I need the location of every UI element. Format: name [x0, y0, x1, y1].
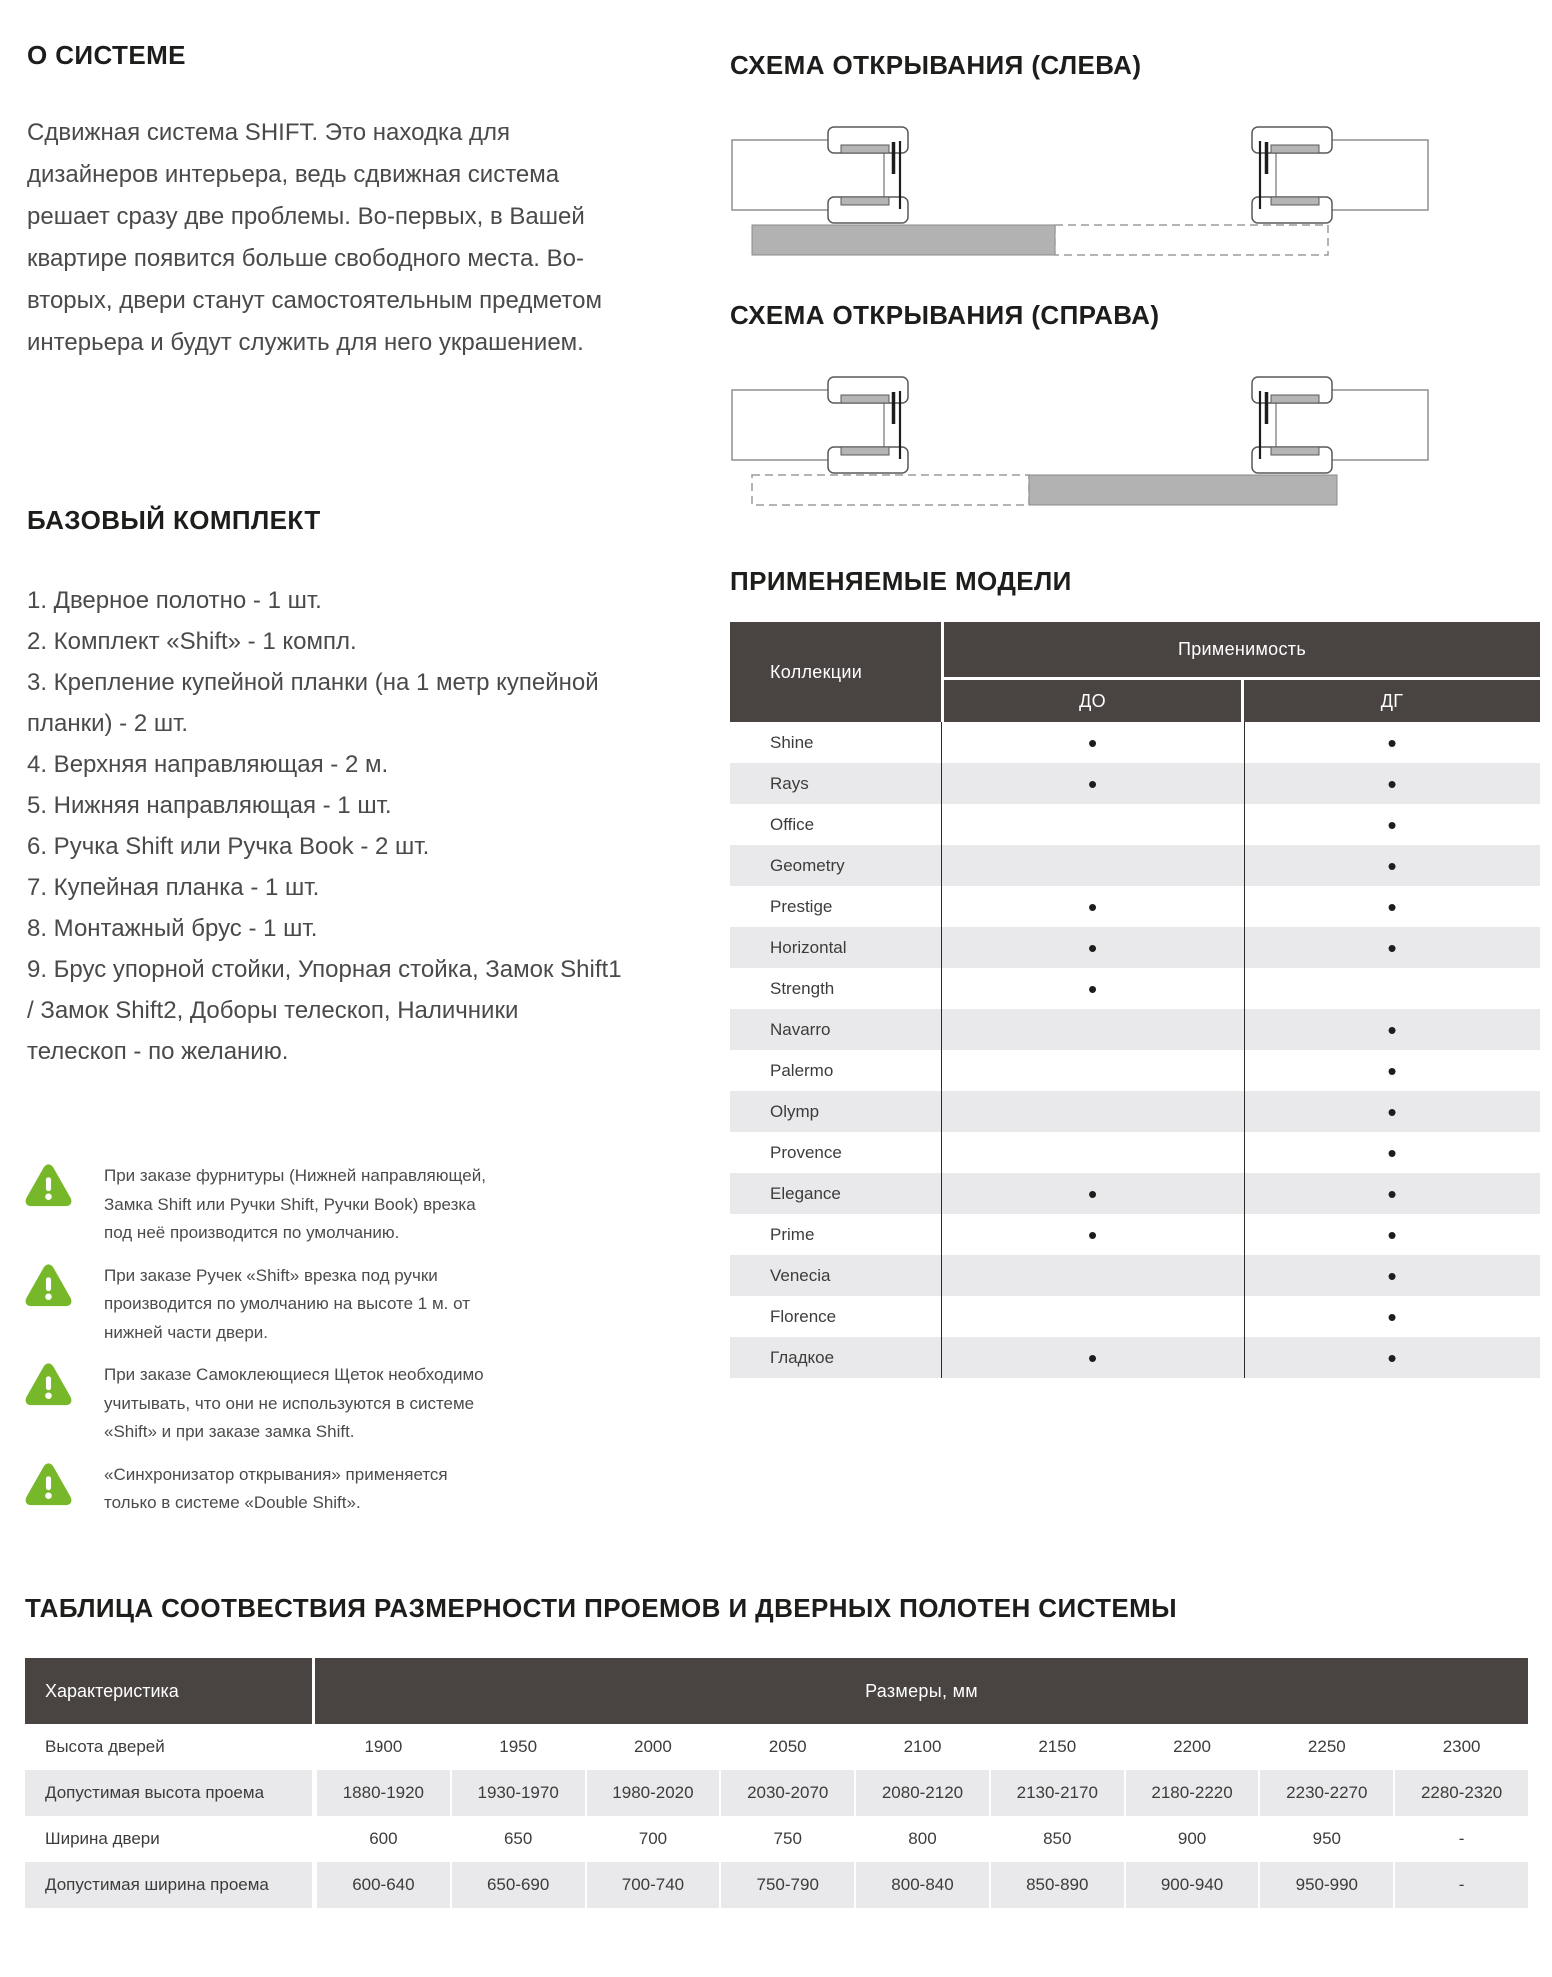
- size-value: 750: [719, 1816, 854, 1862]
- size-value: 700-740: [585, 1862, 720, 1908]
- column-divider: [1244, 722, 1245, 1378]
- kit-item: 6. Ручка Shift или Ручка Book - 2 шт.: [27, 833, 430, 860]
- scheme-left-title: СХЕМА ОТКРЫВАНИЯ (СЛЕВА): [730, 50, 1142, 80]
- warning-item: [25, 1162, 545, 1248]
- size-value: 1950: [450, 1724, 585, 1770]
- door-panel-closed: [752, 225, 1055, 255]
- size-value: 2150: [989, 1724, 1124, 1770]
- size-value: 600-640: [315, 1862, 450, 1908]
- size-value: 900-940: [1124, 1862, 1259, 1908]
- table-row: Provence •: [730, 1132, 1540, 1173]
- warning-triangle-icon: [25, 1363, 72, 1407]
- size-value: 650: [450, 1816, 585, 1862]
- door-panel-closed: [1029, 475, 1337, 505]
- warning-triangle-icon: [25, 1164, 72, 1208]
- collection-name: Horizontal: [770, 937, 847, 957]
- size-value: 800: [854, 1816, 989, 1862]
- size-value: 850: [989, 1816, 1124, 1862]
- sizes-table: [25, 1658, 1528, 1908]
- size-value: 2050: [719, 1724, 854, 1770]
- size-value: 2030-2070: [719, 1770, 854, 1816]
- kit-item: 2. Комплект «Shift» - 1 компл.: [27, 628, 357, 655]
- collection-name: Rays: [770, 773, 809, 793]
- table-row: Horizontal • •: [730, 927, 1540, 968]
- models-header-do: ДО: [944, 680, 1241, 722]
- table-row: Geometry •: [730, 845, 1540, 886]
- table-row: Prestige • •: [730, 886, 1540, 927]
- kit-item: 5. Нижняя направляющая - 1 шт.: [27, 792, 392, 819]
- right-jamb-assembly: [1252, 377, 1428, 473]
- collection-name: Shine: [770, 732, 814, 752]
- table-row: [25, 1816, 1528, 1862]
- size-value: -: [1393, 1816, 1528, 1862]
- table-row: Florence •: [730, 1296, 1540, 1337]
- size-value: 2280-2320: [1393, 1770, 1528, 1816]
- size-value: 950: [1258, 1816, 1393, 1862]
- size-value: 2080-2120: [854, 1770, 989, 1816]
- warning-triangle-icon: [25, 1264, 72, 1308]
- collection-name: Palermo: [770, 1060, 834, 1080]
- row-label: Высота дверей: [25, 1724, 315, 1770]
- models-title: ПРИМЕНЯЕМЫЕ МОДЕЛИ: [730, 566, 1072, 596]
- sizes-table-header: [25, 1658, 1528, 1724]
- collection-name: Olymp: [770, 1101, 820, 1121]
- kit-title: БАЗОВЫЙ КОМПЛЕКТ: [27, 505, 321, 535]
- models-header-collections: Коллекции: [730, 622, 941, 722]
- table-row: Olymp •: [730, 1091, 1540, 1132]
- warnings-list: [25, 1162, 545, 1518]
- opening-scheme-right-diagram: [730, 376, 1430, 506]
- sizes-header-sizes-mm: Размеры, мм: [865, 1680, 978, 1701]
- kit-item: 4. Верхняя направляющая - 2 м.: [27, 751, 389, 778]
- size-value: 2000: [585, 1724, 720, 1770]
- sizes-title: ТАБЛИЦА СООТВЕСТВИЯ РАЗМЕРНОСТИ ПРОЕМОВ И ДВЕРНЫХ ПОЛОТЕН СИСТЕМЫ: [25, 1593, 1178, 1623]
- collection-name: Venecia: [770, 1265, 831, 1285]
- table-row: Rays • •: [730, 763, 1540, 804]
- table-row: [25, 1770, 1528, 1816]
- warning-triangle-icon: [25, 1463, 72, 1507]
- size-value: 700: [585, 1816, 720, 1862]
- size-value: 2300: [1393, 1724, 1528, 1770]
- collection-name: Prime: [770, 1224, 815, 1244]
- models-header-applicability: Применимость: [944, 622, 1540, 677]
- collection-name: Гладкое: [770, 1347, 835, 1367]
- size-value: 2230-2270: [1258, 1770, 1393, 1816]
- collection-name: Elegance: [770, 1183, 841, 1203]
- kit-list: [27, 580, 622, 1072]
- size-value: 2180-2220: [1124, 1770, 1259, 1816]
- scheme-right-title: СХЕМА ОТКРЫВАНИЯ (СПРАВА): [730, 300, 1160, 330]
- kit-item: 1. Дверное полотно - 1 шт.: [27, 587, 322, 614]
- kit-item: 3. Крепление купейной планки (на 1 метр купейной планки) - 2 шт.: [27, 669, 599, 737]
- table-row: Office •: [730, 804, 1540, 845]
- size-value: 2200: [1124, 1724, 1259, 1770]
- size-value: -: [1393, 1862, 1528, 1908]
- size-value: 2100: [854, 1724, 989, 1770]
- right-jamb-assembly: [1252, 127, 1428, 223]
- row-label: Допустимая ширина проема: [25, 1862, 315, 1908]
- opening-scheme-left-diagram: [730, 126, 1430, 256]
- warning-text: При заказе фурнитуры (Нижней направляющей, Замка Shift или Ручки Shift, Ручки Book) врезка под неё производится по умолчанию.: [104, 1166, 486, 1242]
- size-value: 1900: [315, 1724, 450, 1770]
- size-value: 750-790: [719, 1862, 854, 1908]
- row-label: Ширина двери: [25, 1816, 315, 1862]
- size-value: 1930-1970: [450, 1770, 585, 1816]
- table-row: Palermo •: [730, 1050, 1540, 1091]
- size-value: 2250: [1258, 1724, 1393, 1770]
- table-row: Prime • •: [730, 1214, 1540, 1255]
- table-row: Navarro •: [730, 1009, 1540, 1050]
- collection-name: Prestige: [770, 896, 833, 916]
- size-value: 1880-1920: [315, 1770, 450, 1816]
- warning-item: [25, 1361, 545, 1447]
- collection-name: Strength: [770, 978, 835, 998]
- kit-item: 8. Монтажный брус - 1 шт.: [27, 915, 318, 942]
- collection-name: Geometry: [770, 855, 845, 875]
- size-value: 850-890: [989, 1862, 1124, 1908]
- size-value: 2130-2170: [989, 1770, 1124, 1816]
- models-rows: [730, 722, 1540, 1378]
- kit-item: 7. Купейная планка - 1 шт.: [27, 874, 320, 901]
- size-value: 650-690: [450, 1862, 585, 1908]
- collection-name: Provence: [770, 1142, 842, 1162]
- table-row: [25, 1724, 1528, 1770]
- collection-name: Navarro: [770, 1019, 831, 1039]
- table-row: [25, 1862, 1528, 1908]
- warning-item: [25, 1262, 545, 1348]
- door-open-path-dashed: [1055, 225, 1328, 255]
- about-title: О СИСТЕМЕ: [27, 40, 186, 70]
- size-value: 600: [315, 1816, 450, 1862]
- size-value: 950-990: [1258, 1862, 1393, 1908]
- row-label: Допустимая высота проема: [25, 1770, 315, 1816]
- warning-text: При заказе Ручек «Shift» врезка под ручки производится по умолчанию на высоте 1 м. от нижней части двери.: [104, 1265, 470, 1342]
- left-jamb-assembly: [732, 127, 908, 223]
- size-value: 900: [1124, 1816, 1259, 1862]
- warning-item: [25, 1461, 545, 1518]
- warning-text: «Синхронизатор открывания» применяется только в системе «Double Shift».: [104, 1464, 448, 1512]
- table-row: Shine • •: [730, 722, 1540, 763]
- models-header-dg: ДГ: [1244, 680, 1540, 722]
- table-row: Venecia •: [730, 1255, 1540, 1296]
- column-divider: [941, 722, 942, 1378]
- size-value: 1980-2020: [585, 1770, 720, 1816]
- sizes-header-characteristic: Характеристика: [25, 1658, 315, 1724]
- warning-text: При заказе Самоклеющиеся Щеток необходимо учитывать, что они не используются в системе «Shift» и при заказе замка Shift.: [104, 1365, 484, 1441]
- collection-name: Office: [770, 814, 815, 834]
- kit-item: 9. Брус упорной стойки, Упорная стойка, Замок Shift1 / Замок Shift2, Доборы телескоп, Наличники телескоп - по желанию.: [27, 956, 622, 1065]
- table-row: Strength •: [730, 968, 1540, 1009]
- table-row: Гладкое • •: [730, 1337, 1540, 1378]
- collection-name: Florence: [770, 1306, 837, 1326]
- table-row: Elegance • •: [730, 1173, 1540, 1214]
- size-value: 800-840: [854, 1862, 989, 1908]
- left-jamb-assembly: [732, 377, 908, 473]
- about-paragraph: Сдвижная система SHIFT. Это находка для дизайнеров интерьера, ведь сдвижная система решает сразу две проблемы. Во-первых, в Вашей квартире появится больше свободного места. Во-вторых, двери станут самостоятельным предметом интерьера и будут служить для него украшением.: [27, 119, 602, 356]
- door-open-path-dashed: [752, 475, 1029, 505]
